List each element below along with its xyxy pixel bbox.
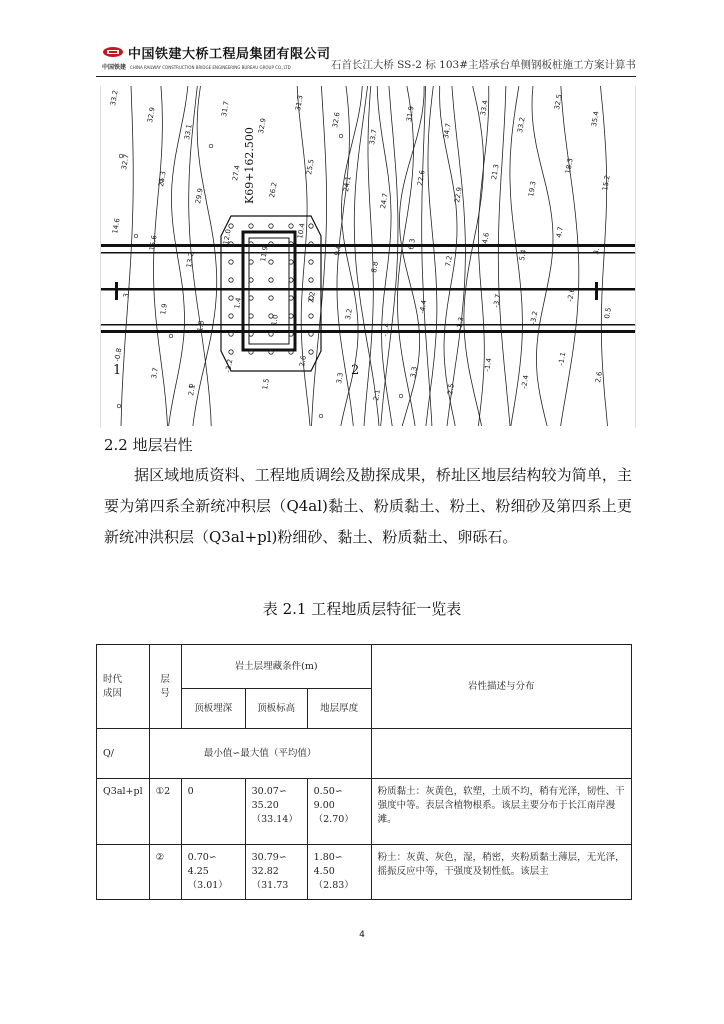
- depth-label: 22.6: [416, 169, 427, 187]
- depth-label: 4.7: [555, 225, 565, 239]
- company-name: 中国铁建大桥工程局集团有限公司: [128, 47, 331, 62]
- survey-dot: [399, 394, 403, 398]
- depth-label: 32.6: [331, 111, 342, 129]
- depth-label: 21.3: [490, 163, 501, 181]
- company-name-en: [102, 62, 291, 71]
- section-paragraph: 据区域地质资料、工程地质调绘及勘探成果，桥址区地层结构较为简单，主要为第四系全新统冲积层（Q4al)黏土、粉质黏土、粉土、粉细砂及第四系上更新统冲洪积层（Q3al+pl)粉细砂、黏土、粉质黏土、卵砾石。: [104, 466, 632, 546]
- unit-empty: [371, 729, 631, 779]
- depth-label: 33.2: [109, 89, 120, 107]
- contour-line: [464, 86, 484, 426]
- contour-line: [478, 86, 488, 426]
- company-logo-icon: [102, 46, 124, 60]
- row-thickness: 1.80∽ 4.50 （2.83）: [307, 845, 371, 900]
- depth-label: 1.4: [233, 296, 243, 310]
- depth-label: -0.8: [113, 347, 124, 363]
- table-row: [97, 779, 632, 845]
- depth-label: 31.9: [405, 105, 416, 123]
- row-top-depth: 0.70∽ 4.25 （3.01）: [181, 845, 245, 900]
- pile-circle: [269, 278, 273, 282]
- station-label: K69+162.500: [243, 127, 256, 204]
- header-thickness: 地层厚度: [307, 689, 371, 729]
- depth-label: 34.7: [442, 122, 453, 140]
- contour-line: [297, 86, 310, 426]
- depth-label: -1.1: [557, 351, 568, 367]
- depth-label: 29.9: [194, 187, 205, 205]
- depth-label: 13.2: [185, 251, 196, 269]
- pile-circle: [269, 296, 273, 300]
- contour-line: [193, 86, 217, 426]
- header-layer: 层 号: [149, 645, 181, 729]
- row-layer: ①2: [149, 779, 181, 845]
- depth-label: -1.3: [455, 316, 466, 332]
- company-english: CHINA RAILWAY CONSTRUCTION BRIDGE ENGINEERING BUREAU GROUP CO.,LTD: [130, 65, 291, 70]
- depth-label: 1.8: [196, 319, 206, 333]
- depth-label: 25.3: [157, 170, 168, 188]
- depth-label: 33.4: [479, 99, 490, 117]
- depth-label: -3.7: [492, 293, 503, 309]
- header-top-elevation: 顶板标高: [245, 689, 307, 729]
- pile-circle: [229, 296, 233, 300]
- depth-label: 32.9: [146, 106, 157, 124]
- depth-label: 25.5: [305, 158, 316, 176]
- depth-label: 2.1: [187, 383, 197, 397]
- depth-label: 3.3: [409, 365, 419, 379]
- pier-left-mark: [115, 282, 118, 300]
- depth-label: 9.6: [333, 243, 343, 257]
- bridge-beam-bottom: [101, 330, 635, 333]
- depth-label: 3.1: [122, 285, 132, 299]
- unit-range-text: 最小值∽最大值（平均值）: [149, 729, 371, 779]
- depth-label: 33.7: [368, 128, 379, 146]
- survey-dot: [339, 134, 343, 138]
- bridge-beam-top-inner: [101, 252, 635, 254]
- depth-label: 33.1: [183, 123, 194, 141]
- pile-circle: [229, 314, 233, 318]
- bridge-beam-bottom-inner: [101, 324, 635, 326]
- depth-label: 32.5: [553, 93, 564, 111]
- depth-label: 2.1: [372, 388, 382, 402]
- pile-circle: [269, 260, 273, 264]
- page-number: 4: [359, 930, 365, 940]
- survey-dot: [117, 404, 121, 408]
- pile-circle: [229, 260, 233, 264]
- pile-circle: [309, 260, 313, 264]
- depth-label: 15.6: [148, 234, 159, 252]
- pile-circle: [309, 278, 313, 282]
- depth-label: 31.7: [220, 100, 231, 118]
- header-era: 时代 成因: [97, 645, 150, 729]
- table-caption: 表 2.1 工程地质层特征一览表: [262, 600, 462, 618]
- pile-circle: [229, 350, 233, 354]
- row-top-elevation: 30.79∽ 32.82 （31.73: [245, 845, 307, 900]
- survey-dot: [134, 234, 138, 238]
- depth-label: 24.7: [379, 192, 390, 210]
- depth-label: -1.4: [483, 357, 494, 373]
- header-burial: 岩土层埋藏条件(m): [181, 645, 371, 689]
- header-description: 岩性描述与分布: [371, 645, 631, 729]
- depth-label: 33.2: [516, 116, 527, 134]
- survey-dot: [169, 334, 173, 338]
- row-top-elevation: 30.07∽ 35.20（33.14）: [245, 779, 307, 845]
- table-row: [97, 845, 632, 900]
- pier-right-mark: [595, 282, 598, 300]
- document-title: 石首长江大桥 SS-2 标 103#主塔承台单侧钢板桩施工方案计算书: [330, 59, 636, 71]
- pile-circle: [269, 224, 273, 228]
- depth-label: 18.3: [564, 157, 575, 175]
- depth-label: 19.3: [527, 180, 538, 198]
- depth-label: 27.4: [231, 164, 242, 182]
- page-header: [96, 38, 636, 77]
- contour-line: [381, 86, 398, 426]
- depth-label: 35.4: [590, 110, 601, 128]
- pile-circle: [289, 224, 293, 228]
- depth-label: 11.9: [259, 245, 270, 263]
- row-layer: ②: [149, 845, 181, 900]
- depth-label: 8.8: [370, 260, 380, 274]
- contour-line: [312, 86, 327, 426]
- row-thickness: 0.50∽ 9.00 （2.70）: [307, 779, 371, 845]
- bridge-beam-top: [101, 244, 635, 247]
- depth-label: 0.5: [603, 306, 613, 320]
- contour-line: [561, 86, 579, 426]
- depth-label: 1.9: [159, 302, 169, 316]
- depth-label: -3.2: [224, 358, 235, 374]
- pile-circle: [229, 224, 233, 228]
- table-unit-row: [97, 729, 632, 779]
- pile-circle: [229, 278, 233, 282]
- geology-table: [96, 644, 632, 900]
- section-title: 2.2 地层岩性: [104, 436, 193, 454]
- pile-circle: [309, 224, 313, 228]
- depth-label: 7.2: [444, 254, 454, 268]
- depth-label: 15.2: [601, 174, 612, 192]
- depth-label: 1.0: [270, 313, 280, 327]
- row-description: 粉土：灰黄、灰色，湿，稍密，夹粉质黏土薄层，无光泽，摇振反应中等，干强度及韧性低。该层主: [371, 845, 631, 900]
- table-header-row-1: [97, 645, 632, 689]
- marker-left: 1: [113, 363, 122, 378]
- row-top-depth: 0: [181, 779, 245, 845]
- depth-label: 26.2: [268, 181, 279, 199]
- depth-label: 3.3: [335, 371, 345, 385]
- contour-line: [532, 86, 553, 426]
- depth-label: 2.6: [594, 370, 604, 384]
- depth-label: 6.3: [407, 237, 417, 251]
- depth-label: 32.7: [120, 153, 131, 171]
- pile-circle: [249, 224, 253, 228]
- depth-label: 5.4: [518, 248, 528, 262]
- contour-line: [121, 86, 133, 426]
- depth-label: -2.4: [520, 374, 531, 390]
- row-description: 粉质黏土：灰黄色，软塑，土质不均，稍有光泽，韧性、干强度中等。表层含植物根系。该层主要分布于长江南岸漫滩。: [371, 779, 631, 845]
- logo-text: 中国铁建: [102, 64, 127, 71]
- contour-line: [426, 86, 437, 426]
- pile-circle: [309, 314, 313, 318]
- depth-label: 32.9: [257, 117, 268, 135]
- depth-label: 3.7: [592, 242, 602, 256]
- depth-label: 3.2: [344, 307, 354, 321]
- contour-line: [377, 86, 392, 426]
- cap-inner: [249, 238, 289, 344]
- depth-label: -1.4: [381, 322, 392, 338]
- header-top-depth: 顶板埋深: [181, 689, 245, 729]
- depth-label: 10.4: [296, 222, 307, 240]
- row-era: [97, 845, 150, 900]
- depth-label: 2.2: [307, 290, 317, 304]
- bridge-axis-line: [101, 288, 635, 291]
- contour-line: [422, 86, 432, 426]
- depth-label: 14.6: [111, 217, 122, 235]
- survey-dot: [319, 414, 323, 418]
- depth-label: 3.7: [150, 366, 160, 380]
- depth-label: 24.1: [342, 175, 353, 193]
- depth-label: 4.6: [481, 231, 491, 245]
- depth-label: 2.5: [446, 382, 456, 396]
- depth-label: 31.3: [294, 94, 305, 112]
- depth-label: -3.2: [529, 310, 540, 326]
- bathymetric-map: [100, 86, 636, 428]
- depth-label: 22.9: [453, 186, 464, 204]
- depth-label: -2.6: [566, 287, 577, 303]
- contour-line: [498, 86, 510, 426]
- survey-dot: [209, 144, 213, 148]
- marker-center: 2: [351, 363, 360, 378]
- unit-era: Q/: [97, 729, 150, 779]
- depth-label: -4.4: [418, 299, 429, 315]
- depth-label: 12.0: [222, 228, 233, 246]
- pile-circle: [309, 350, 313, 354]
- depth-label: 2.6: [298, 354, 308, 368]
- depth-label: 1.5: [261, 377, 271, 391]
- row-era: Q3al+pl: [97, 779, 150, 845]
